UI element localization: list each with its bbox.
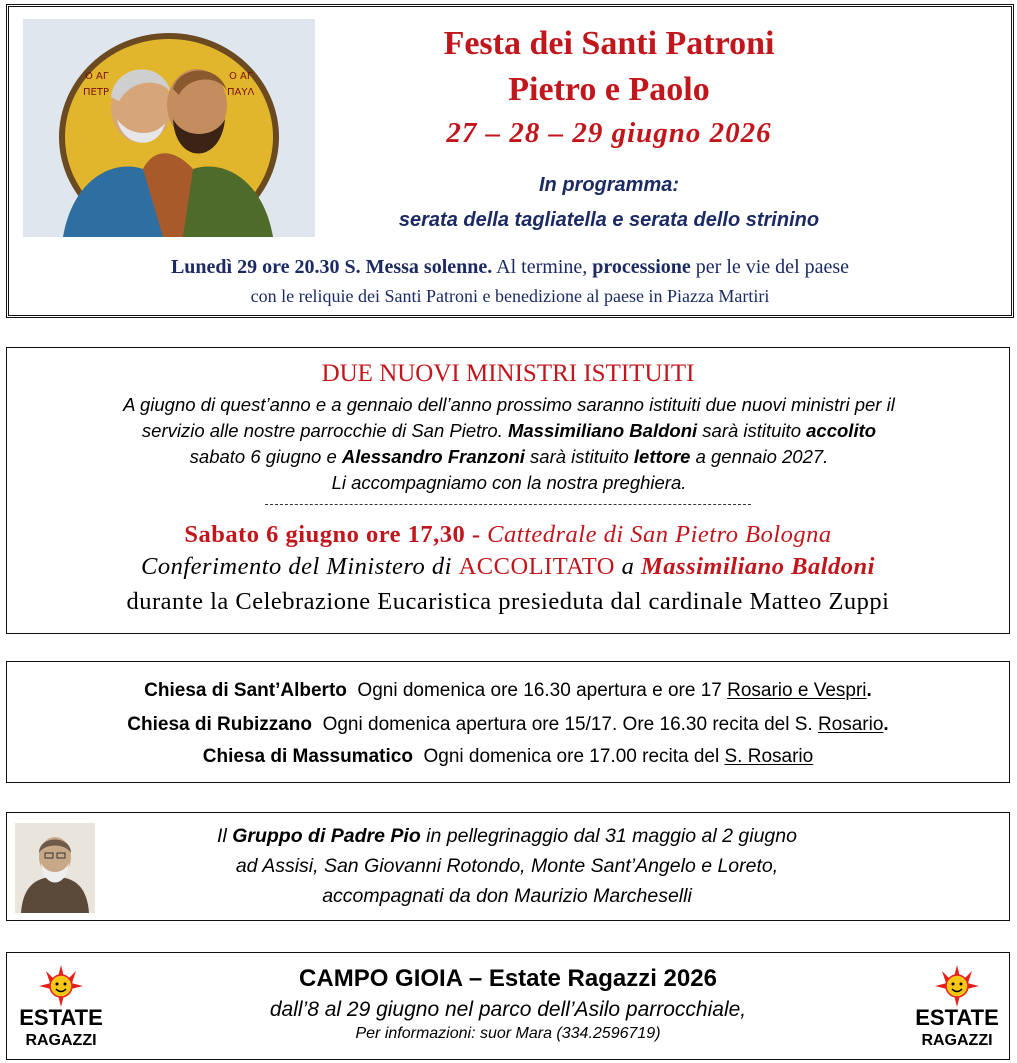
nuovi-ministri-box [6,347,1010,634]
chiesa-text: Ogni domenica apertura ore 15/17. Ore 16.30 recita del S. [312,714,818,735]
chiese-schedule-box [6,661,1010,783]
accolito-word: accolito [806,420,877,441]
accolito-name: Massimiliano Baldoni [507,420,698,441]
ministry-text: Conferimento del Ministero di [141,553,459,580]
ministry-text: a [615,553,641,580]
ministri-text: sabato 6 giugno e [189,446,342,467]
ministri-heading: DUE NUOVI MINISTRI ISTITUITI [321,360,695,387]
logo-word2: RAGAZZI [921,1032,993,1049]
campo-heading: CAMPO GIOIA – Estate Ragazzi 2026 [299,965,717,992]
ministri-text: servizio alle nostre parrocchie di San Pietro. [141,420,508,441]
padre-pio-text [107,821,907,911]
procession-word: processione [592,256,691,278]
chiesa-end: . [883,714,889,735]
ministri-text: sarà istituito [697,420,807,441]
ordination-date-line [7,521,1009,549]
saints-peter-paul-icon [23,19,315,237]
icon-label-left-top: Ο ΑΓ [85,71,109,82]
chiesa-name: Chiesa di Rubizzano [127,714,313,735]
logo-word1: ESTATE [19,1005,103,1030]
program-text: serata della tagliatella e serata dello strinino [398,209,820,231]
ministri-line4: Li accompagniamo con la nostra preghiera. [331,472,687,493]
chiesa-row [7,746,1009,768]
chiesa-row [7,714,1009,736]
icon-label-right-top: Ο ΑΓ [229,71,253,82]
ordination-ministry-line [7,553,1009,581]
festa-patroni-box [6,4,1014,318]
ministri-paragraph [23,392,995,496]
pio-group-name: Gruppo di Padre Pio [232,825,421,847]
campo-gioia-box [6,952,1010,1060]
chiesa-end: . [866,680,872,701]
chiesa-rosario: Rosario e Vespri [727,680,867,701]
ministri-text: sarà istituito [524,446,634,467]
chiesa-rosario: S. Rosario [724,746,814,767]
padre-pio-line1 [107,821,907,851]
festa-dates: 27 – 28 – 29 giugno 2026 [446,117,772,149]
pio-text: in pellegrinaggio dal 31 maggio al 2 giugno [420,825,797,847]
festa-title-line2: Pietro e Paolo [508,71,710,108]
campo-dates: dall’8 al 29 giugno nel parco dell’Asilo parrocchiale, [269,998,747,1021]
chiesa-text: Ogni domenica ore 17.00 recita del [412,746,725,767]
dashed-divider [265,504,751,505]
icon-label-right: ΠΑΥΛ [227,87,255,98]
chiesa-text: Ogni domenica ore 16.30 apertura e ore 17 [346,680,728,701]
celebration-line: durante la Celebrazione Eucaristica presieduta dal cardinale Matteo Zuppi [126,588,890,615]
ordination-datetime: Sabato 6 giugno ore 17,30 - [184,521,488,548]
padre-pio-portrait-icon [15,823,95,913]
padre-pio-line2: ad Assisi, San Giovanni Rotondo, Monte Sant’Angelo e Loreto, [235,855,779,877]
festa-title-line1: Festa dei Santi Patroni [443,25,775,62]
padre-pio-box [6,812,1010,921]
mass-line2: con le reliquie dei Santi Patroni e benedizione al paese in Piazza Martiri [250,286,770,306]
lettore-word: lettore [633,446,691,467]
padre-pio-line3: accompagnati da don Maurizio Marcheselli [322,885,692,907]
ordination-place: Cattedrale di San Pietro Bologna [487,521,832,548]
chiesa-name: Chiesa di Massumatico [202,746,413,767]
logo-word1: ESTATE [915,1005,999,1030]
pio-text: Il [217,825,233,847]
ordinand-name: Massimiliano Baldoni [641,553,875,580]
chiesa-name: Chiesa di Sant’Alberto [144,680,347,701]
logo-word2: RAGAZZI [25,1032,97,1049]
program-label: In programma: [538,174,680,196]
ministri-line3 [23,444,995,470]
ministri-line1: A giugno di quest’anno e a gennaio dell’anno prossimo saranno istituiti due nuovi ministri per il [123,394,895,415]
estate-ragazzi-logo-right [913,963,1001,1053]
lettore-name: Alessandro Franzoni [341,446,525,467]
campo-info: Per informazioni: suor Mara (334.2596719) [355,1025,661,1042]
chiesa-row [7,680,1009,702]
ministri-line2 [23,418,995,444]
mass-time: Lunedì 29 ore 20.30 S. Messa solenne. [170,256,493,278]
accolitato-word: ACCOLITATO [458,553,615,580]
mass-line1 [9,256,1011,279]
chiesa-rosario: Rosario [817,714,884,735]
mass-text2: per le vie del paese [690,256,850,278]
ministri-text: a gennaio 2027. [690,446,829,467]
icon-label-left: ΠΕΤΡ [83,87,109,98]
mass-text1: Al termine, [492,256,593,278]
